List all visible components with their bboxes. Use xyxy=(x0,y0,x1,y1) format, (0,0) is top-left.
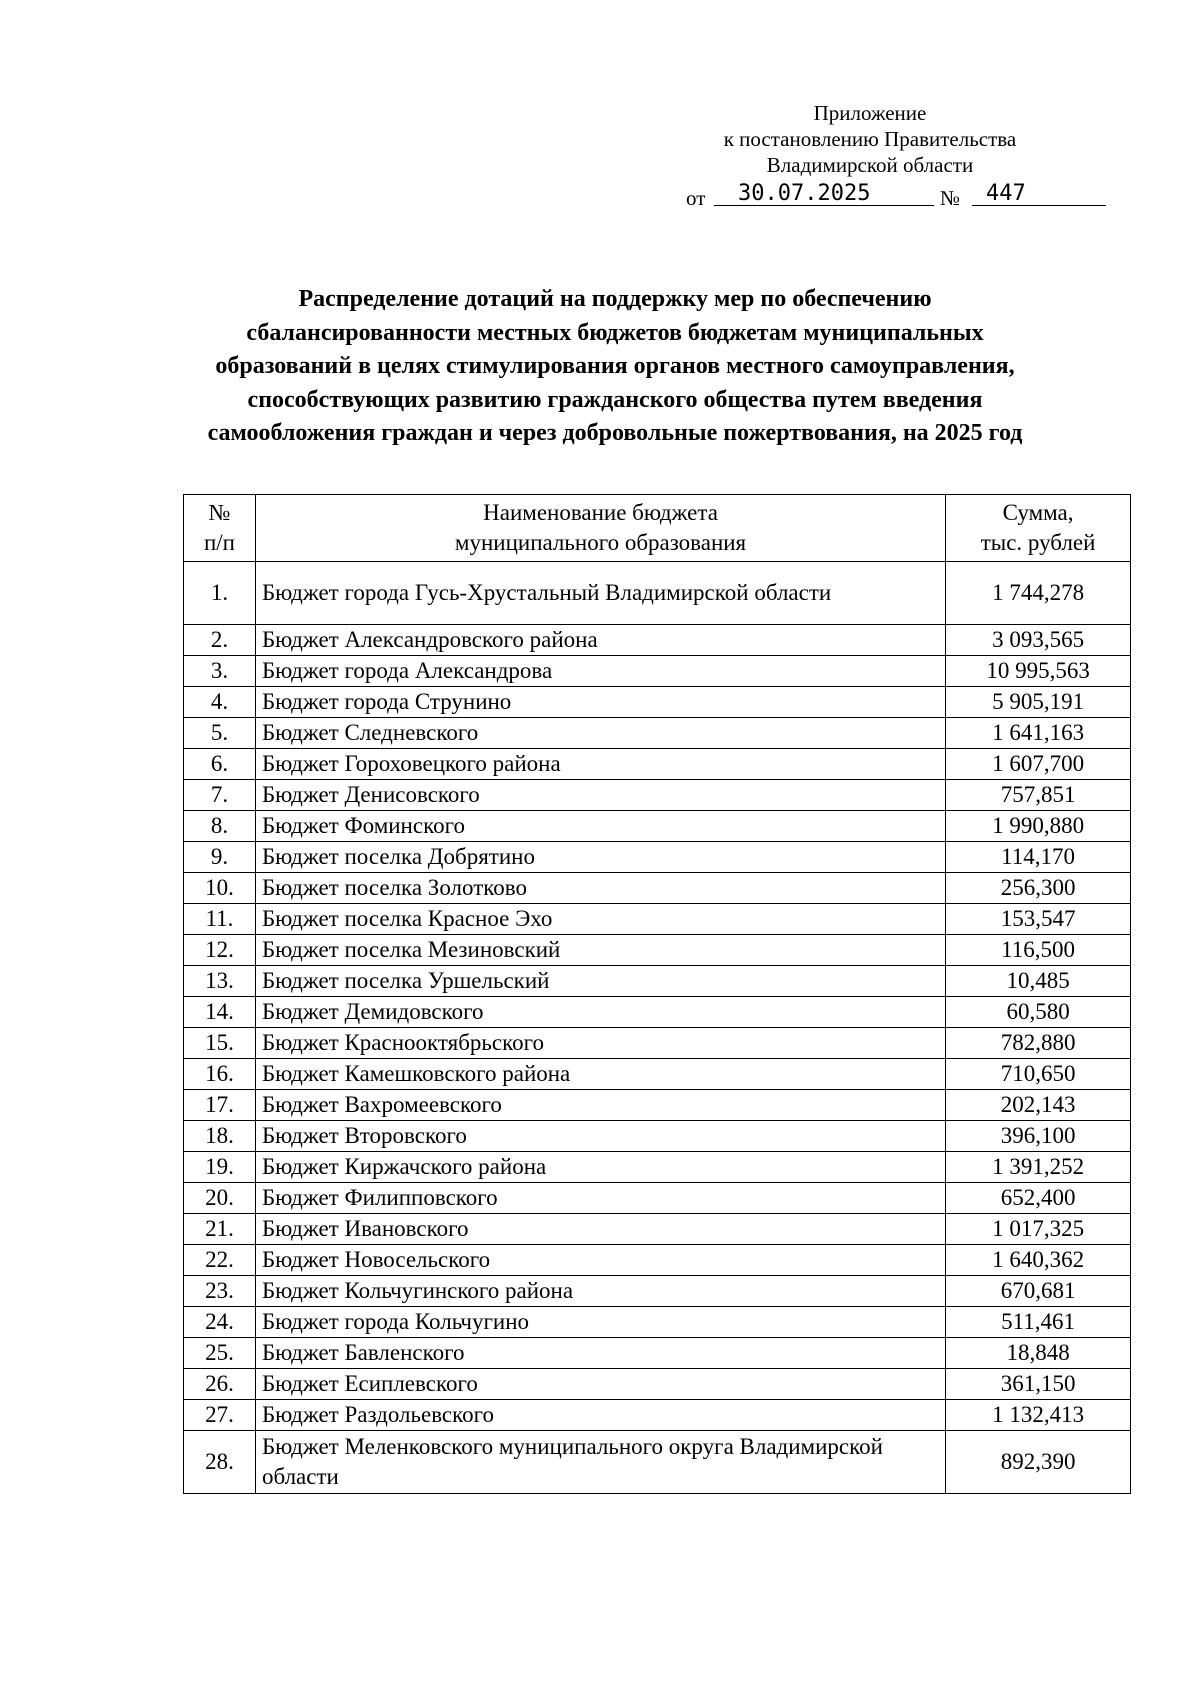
row-budget-name: Бюджет Ивановского xyxy=(255,1214,945,1245)
row-budget-name: Бюджет города Струнино xyxy=(255,687,945,718)
row-budget-name: Бюджет Кольчугинского района xyxy=(255,1276,945,1307)
table-row xyxy=(184,1090,1131,1121)
row-budget-name: Бюджет города Гусь-Хрустальный Владимирской области xyxy=(255,562,945,625)
table-header-row xyxy=(184,495,1131,562)
header-name-line1: Наименование бюджета xyxy=(483,500,718,525)
document-date-number-line xyxy=(686,180,1106,212)
table-row xyxy=(184,1307,1131,1338)
appendix-line-2: к постановлению Правительства xyxy=(723,127,1017,151)
row-number: 24. xyxy=(184,1307,256,1338)
row-budget-name: Бюджет Раздольевского xyxy=(255,1400,945,1431)
table-row xyxy=(184,1214,1131,1245)
table-row xyxy=(184,656,1131,687)
row-number: 28. xyxy=(184,1431,256,1494)
row-number: 13. xyxy=(184,966,256,997)
row-number: 6. xyxy=(184,749,256,780)
row-number: 25. xyxy=(184,1338,256,1369)
row-budget-name: Бюджет Фоминского xyxy=(255,811,945,842)
row-budget-name: Бюджет Следневского xyxy=(255,718,945,749)
table-row xyxy=(184,1431,1131,1494)
row-sum: 10,485 xyxy=(946,966,1131,997)
row-budget-name: Бюджет Камешковского района xyxy=(255,1059,945,1090)
table-row xyxy=(184,811,1131,842)
number-label: № xyxy=(940,186,961,210)
row-sum: 892,390 xyxy=(946,1431,1131,1494)
row-sum: 1 607,700 xyxy=(946,749,1131,780)
row-number: 3. xyxy=(184,656,256,687)
row-number: 11. xyxy=(184,904,256,935)
row-number: 9. xyxy=(184,842,256,873)
row-number: 8. xyxy=(184,811,256,842)
row-sum: 1 744,278 xyxy=(946,562,1131,625)
header-number-line2: п/п xyxy=(203,530,235,555)
table-row xyxy=(184,997,1131,1028)
row-number: 22. xyxy=(184,1245,256,1276)
table-row xyxy=(184,625,1131,656)
header-number xyxy=(184,495,256,562)
row-number: 18. xyxy=(184,1121,256,1152)
row-sum: 511,461 xyxy=(946,1307,1131,1338)
row-sum: 1 391,252 xyxy=(946,1152,1131,1183)
row-number: 10. xyxy=(184,873,256,904)
row-sum: 670,681 xyxy=(946,1276,1131,1307)
row-sum: 1 990,880 xyxy=(946,811,1131,842)
row-number: 4. xyxy=(184,687,256,718)
row-budget-name: Бюджет Вахромеевского xyxy=(255,1090,945,1121)
appendix-line-3: Владимирской области xyxy=(766,153,974,177)
title-line-2: сбалансированности местных бюджетов бюджетам муниципальных xyxy=(246,319,984,346)
header-number-line1: № xyxy=(208,500,231,525)
row-sum: 782,880 xyxy=(946,1028,1131,1059)
row-budget-name: Бюджет Есиплевского xyxy=(255,1369,945,1400)
row-budget-name: Бюджет Второвского xyxy=(255,1121,945,1152)
row-budget-name: Бюджет Александровского района xyxy=(255,625,945,656)
document-number: 447 xyxy=(972,180,1106,206)
row-number: 12. xyxy=(184,935,256,966)
table-row xyxy=(184,873,1131,904)
appendix-line-1: Приложение xyxy=(813,101,927,125)
header-sum-line1: Сумма, xyxy=(1002,500,1074,525)
table-row xyxy=(184,1276,1131,1307)
row-sum: 1 640,362 xyxy=(946,1245,1131,1276)
row-sum: 710,650 xyxy=(946,1059,1131,1090)
row-budget-name: Бюджет поселка Красное Эхо xyxy=(255,904,945,935)
row-number: 23. xyxy=(184,1276,256,1307)
title-line-5: самообложения граждан и через добровольные пожертвования, на 2025 год xyxy=(207,420,1023,446)
row-budget-name: Бюджет поселка Уршельский xyxy=(255,966,945,997)
row-sum: 1 017,325 xyxy=(946,1214,1131,1245)
row-number: 20. xyxy=(184,1183,256,1214)
row-sum: 202,143 xyxy=(946,1090,1131,1121)
table-row xyxy=(184,935,1131,966)
table-row xyxy=(184,966,1131,997)
title-line-4: способствующих развитию гражданского общества путем введения xyxy=(247,386,983,413)
date-prefix: от xyxy=(686,186,706,210)
table-row xyxy=(184,718,1131,749)
row-sum: 153,547 xyxy=(946,904,1131,935)
table-row xyxy=(184,1400,1131,1431)
table-row xyxy=(184,749,1131,780)
row-budget-name: Бюджет Краснооктябрьского xyxy=(255,1028,945,1059)
appendix-header xyxy=(680,100,1060,178)
row-sum: 18,848 xyxy=(946,1338,1131,1369)
header-name-line2: муниципального образования xyxy=(454,530,747,555)
row-sum: 10 995,563 xyxy=(946,656,1131,687)
distribution-table xyxy=(183,494,1131,1494)
table-row xyxy=(184,1059,1131,1090)
row-budget-name: Бюджет поселка Золотково xyxy=(255,873,945,904)
header-sum xyxy=(946,495,1131,562)
row-sum: 256,300 xyxy=(946,873,1131,904)
row-sum: 5 905,191 xyxy=(946,687,1131,718)
row-budget-name: Бюджет Гороховецкого района xyxy=(255,749,945,780)
title-line-1: Распределение дотаций на поддержку мер по обеспечению xyxy=(298,286,932,312)
row-number: 17. xyxy=(184,1090,256,1121)
row-number: 14. xyxy=(184,997,256,1028)
row-number: 16. xyxy=(184,1059,256,1090)
row-budget-name: Бюджет Бавленского xyxy=(255,1338,945,1369)
table-row xyxy=(184,1121,1131,1152)
row-sum: 1 132,413 xyxy=(946,1400,1131,1431)
row-budget-name: Бюджет города Александрова xyxy=(255,656,945,687)
title-line-3: образований в целях стимулирования органов местного самоуправления, xyxy=(215,353,1015,379)
row-sum: 1 641,163 xyxy=(946,718,1131,749)
table-row xyxy=(184,904,1131,935)
row-budget-name: Бюджет поселка Добрятино xyxy=(255,842,945,873)
row-budget-name: Бюджет Демидовского xyxy=(255,997,945,1028)
table-row xyxy=(184,1338,1131,1369)
row-number: 15. xyxy=(184,1028,256,1059)
row-budget-name: Бюджет Филипповского xyxy=(255,1183,945,1214)
row-sum: 396,100 xyxy=(946,1121,1131,1152)
row-number: 27. xyxy=(184,1400,256,1431)
table-row xyxy=(184,1183,1131,1214)
row-number: 7. xyxy=(184,780,256,811)
header-sum-line2: тыс. рублей xyxy=(980,530,1096,555)
table-row xyxy=(184,842,1131,873)
document-title xyxy=(150,283,1080,451)
row-number: 1. xyxy=(184,562,256,625)
row-budget-name: Бюджет поселка Мезиновский xyxy=(255,935,945,966)
row-sum: 114,170 xyxy=(946,842,1131,873)
row-number: 5. xyxy=(184,718,256,749)
document-date: 30.07.2025 xyxy=(714,180,934,206)
row-budget-name: Бюджет Меленковского муниципального округа Владимирской области xyxy=(255,1431,945,1494)
table-row xyxy=(184,1369,1131,1400)
row-sum: 60,580 xyxy=(946,997,1131,1028)
table-row xyxy=(184,687,1131,718)
table-row xyxy=(184,1152,1131,1183)
row-number: 26. xyxy=(184,1369,256,1400)
row-budget-name: Бюджет города Кольчугино xyxy=(255,1307,945,1338)
row-sum: 652,400 xyxy=(946,1183,1131,1214)
row-number: 21. xyxy=(184,1214,256,1245)
row-sum: 3 093,565 xyxy=(946,625,1131,656)
row-sum: 116,500 xyxy=(946,935,1131,966)
row-budget-name: Бюджет Денисовского xyxy=(255,780,945,811)
table-row xyxy=(184,562,1131,625)
row-budget-name: Бюджет Киржачского района xyxy=(255,1152,945,1183)
row-number: 19. xyxy=(184,1152,256,1183)
table-row xyxy=(184,1245,1131,1276)
row-budget-name: Бюджет Новосельского xyxy=(255,1245,945,1276)
row-sum: 757,851 xyxy=(946,780,1131,811)
row-number: 2. xyxy=(184,625,256,656)
row-sum: 361,150 xyxy=(946,1369,1131,1400)
header-name xyxy=(255,495,945,562)
table-row xyxy=(184,1028,1131,1059)
table-row xyxy=(184,780,1131,811)
